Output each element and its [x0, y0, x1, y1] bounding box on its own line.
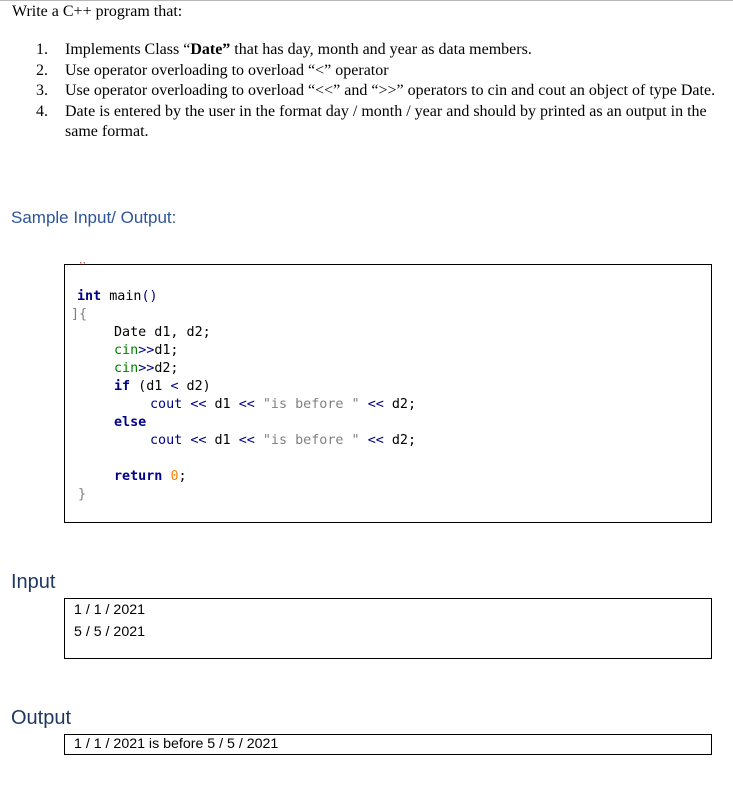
input-box [64, 598, 712, 659]
code-line-return: return 0; [114, 469, 187, 484]
input-line: 5 / 5 / 2021 [74, 624, 145, 640]
requirement-item [30, 81, 720, 102]
requirement-number: 4. [36, 102, 48, 120]
requirement-number: 1. [36, 41, 48, 58]
code-line-else: else [114, 415, 147, 430]
requirements-list [30, 40, 720, 143]
code-line-if: if (d1 < d2) [114, 379, 211, 394]
code-line-cout1: cout << d1 << "is before " << d2; [150, 397, 417, 412]
margin-mark: ʼʼ [79, 261, 86, 272]
output-heading: Output [11, 707, 72, 729]
requirement-text: Implements Class “Date” that has day, month and year as data members. [65, 41, 532, 58]
code-fold-open: ]{ [71, 307, 88, 322]
requirement-number: 2. [36, 61, 48, 79]
code-fold-close: } [78, 487, 87, 502]
requirement-text: Use operator overloading to overload “<<” and “>>” operators to cin and cout an object of type Date. [65, 82, 716, 99]
requirement-item [30, 61, 720, 82]
code-line-cin2: cin>>d2; [114, 361, 179, 376]
intro-text: Write a C++ program that: [12, 3, 183, 20]
sample-heading: Sample Input/ Output: [11, 208, 177, 227]
code-line-cin1: cin>>d1; [114, 343, 179, 358]
requirement-item [30, 102, 720, 143]
requirement-text: Date is entered by the user in the format day / month / year and should by printed as an output in the same format. [65, 102, 707, 140]
code-line-main: int main() [77, 289, 158, 304]
requirement-number: 3. [36, 82, 48, 99]
requirement-text: Use operator overloading to overload “<” operator [65, 61, 389, 79]
output-line: 1 / 1 / 2021 is before 5 / 5 / 2021 [74, 736, 279, 752]
code-line-decl: Date d1, d2; [114, 325, 211, 340]
input-heading: Input [11, 571, 56, 593]
code-line-cout2: cout << d1 << "is before " << d2; [150, 433, 417, 448]
input-line: 1 / 1 / 2021 [74, 602, 145, 618]
output-box [64, 734, 712, 755]
requirement-item [30, 40, 720, 61]
code-block [64, 261, 712, 523]
